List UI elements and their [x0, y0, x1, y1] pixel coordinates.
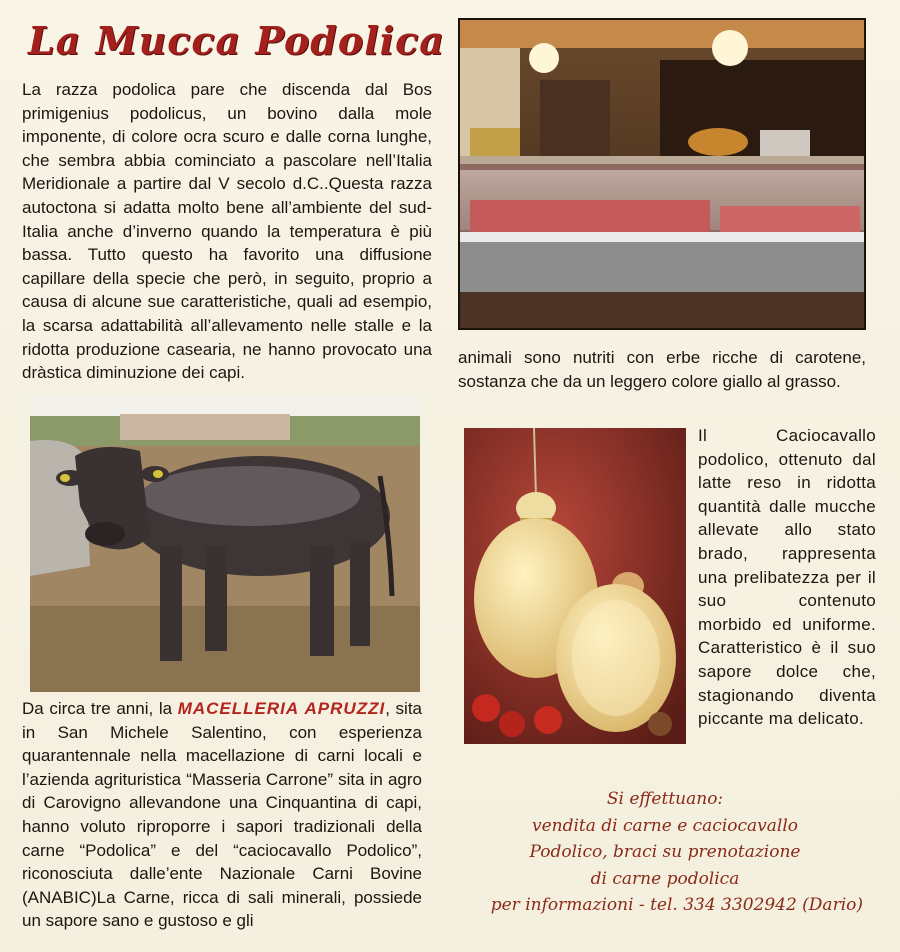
butcher-brand-name: MACELLERIA APRUZZI	[177, 699, 386, 718]
cheese-illustration	[464, 428, 686, 744]
butcher-paragraph-suffix: , sita in San Michele Salentino, con esperienza quarantennale nella macellazione di carni locali e l’azienda agrituristica “Masseria Carrone” sita in agro di Carovigno allevandone una Cinquantina di capi, hanno voluto riproporre i sapori tradizionali della carne “Podolica” e del “caciocavallo Podolico”, riconosciuta dalle’ente Nazionale Carni Bovine (ANABIC)La Carne, ricca di sali minerali, possiede un sapore sano e gustoso e gli	[22, 699, 422, 931]
contact-info: per informazioni - tel. 334 3302942 (Dario)	[490, 895, 863, 915]
cow-illustration	[30, 396, 420, 692]
promo-line: di carne podolica	[590, 868, 740, 889]
promo-box	[455, 786, 875, 919]
butcher-shop-photo	[458, 18, 866, 330]
caciocavallo-photo	[464, 428, 686, 744]
continuation-paragraph: animali sono nutriti con erbe ricche di carotene, sostanza che da un leggero colore giallo al grasso.	[458, 348, 866, 391]
butcher-paragraph	[22, 697, 422, 933]
promo-heading: Si effettuano:	[606, 789, 724, 809]
caciocavallo-paragraph: Il Caciocavallo podolico, ottenuto dal latte reso in ridotta quantità dalle mucche allevate allo stato brado, rappresenta una prelibatezza per il suo contenuto morbido ed uniforme. Caratteristico è il suo sapore dolce che, stagionando diventa piccante ma delicato.	[698, 426, 876, 729]
intro-paragraph: La razza podolica pare che discenda dal Bos primigenius podolicus, un bovino dalla mole imponente, di colore ocra scuro e dalle corna lunghe, che sembra abbia cominciato a pascolare nell’Italia Meridionale a partire dal V secolo d.C..Questa razza autoctona si adatta molto bene all’ambiente del sud-Italia anche d’inverno quando la temperatura è più bassa. Tutto questo ha favorito una diffusione capillare della specie che però, in seguito, proprio a causa di alcune sue caratteristiche, quali ad esempio, la scarsa adattabilità all’allevamento nelle stalle e la ridotta produzione casearia, ne hanno provocato una dràstica diminuzione dei capi.	[22, 80, 432, 383]
promo-line: vendita di carne e caciocavallo	[531, 815, 799, 836]
page-title: La Mucca Podolica	[28, 18, 445, 63]
butcher-paragraph-prefix: Da circa tre anni, la	[22, 699, 178, 718]
butcher-shop-illustration	[460, 20, 864, 328]
promo-line: Podolico, braci su prenotazione	[529, 842, 801, 862]
podolica-cow-photo	[30, 396, 420, 692]
